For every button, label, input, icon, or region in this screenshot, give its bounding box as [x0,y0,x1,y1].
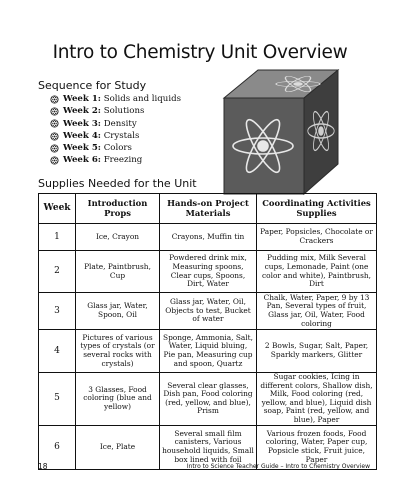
footer-text: Intro to Science Teacher Guide – Intro to Chemistry Overview [186,463,370,470]
table-row [39,373,377,426]
coordinating-cell: Pudding mix, Milk Several cups, Lemonade, Paint (one color and white), Paintbrush, Dirt [257,251,377,293]
atom-icon [50,95,59,104]
week-label: Week 4: [63,130,101,141]
week-topic: Solids and liquids [103,94,182,104]
column-header-hands-on: Hands-on Project Materials [160,194,257,224]
page-title: Intro to Chemistry Unit Overview [52,42,348,63]
intro-cell: 3 Glasses, Food coloring (blue and yellow) [76,373,160,426]
list-item [50,154,181,166]
coordinating-cell: Various frozen foods, Food coloring, Water, Paper cup, Popsicle stick, Fruit juice, Paper [257,425,377,469]
week-topic: Colors [103,143,132,154]
hands-on-cell: Several clear glasses, Dish pan, Food coloring (red, yellow, and blue), Prism [160,373,257,426]
list-item [50,93,181,105]
table-row [39,293,377,330]
list-item [50,118,181,130]
column-header-coordinating: Coordinating Activities Supplies [257,194,377,224]
week-cell: 1 [39,224,76,251]
coordinating-cell: Sugar cookies, Icing in different colors, Shallow dish, Milk, Food coloring (red, yellow, and blue), Liquid dish soap, Paint (red, yellow, and blue), Paper [257,373,377,426]
intro-cell: Pictures of various types of crystals (or several rocks with crystals) [76,330,160,373]
week-cell: 6 [39,425,76,469]
hands-on-cell: Glass jar, Water, Oil, Objects to test, Bucket of water [160,293,257,330]
week-list [50,93,181,167]
table-row [39,330,377,373]
sequence-heading: Sequence for Study [38,79,147,92]
atom-icon [50,107,59,116]
week-topic: Freezing [103,155,143,166]
supplies-table [38,193,377,470]
intro-cell: Ice, Crayon [76,224,160,251]
table-row [39,224,377,251]
intro-cell: Plate, Paintbrush, Cup [76,251,160,293]
coordinating-cell: 2 Bowls, Sugar, Salt, Paper, Sparkly markers, Glitter [257,330,377,373]
table-header-row [39,194,377,224]
hands-on-cell: Sponge, Ammonia, Salt, Water, Liquid bluing, Pie pan, Measuring cup and spoon, Quartz [160,330,257,373]
hands-on-cell: Crayons, Muffin tin [160,224,257,251]
week-label: Week 5: [63,143,101,154]
atom-icon [50,119,59,128]
table-row [39,251,377,293]
atom-cube-icon [218,68,384,196]
week-topic: Density [103,118,137,129]
week-cell: 2 [39,251,76,293]
list-item [50,105,181,117]
atom-icon [50,132,59,141]
intro-cell: Ice, Plate [76,425,160,469]
week-topic: Solutions [103,106,145,117]
intro-cell: Glass jar, Water, Spoon, Oil [76,293,160,330]
week-label: Week 6: [63,155,101,166]
column-header-week: Week [39,194,76,224]
list-item [50,142,181,154]
week-label: Week 3: [63,118,101,129]
week-cell: 4 [39,330,76,373]
hands-on-cell: Powdered drink mix, Measuring spoons, Clear cups, Spoons, Dirt, Water [160,251,257,293]
coordinating-cell: Paper, Popsicles, Chocolate or Crackers [257,224,377,251]
page-number: 18 [38,462,48,471]
atom-icon [50,156,59,165]
week-topic: Crystals [103,130,140,141]
list-item [50,130,181,142]
atom-icon [50,144,59,153]
coordinating-cell: Chalk, Water, Paper, 9 by 13 Pan, Several types of fruit, Glass jar, Oil, Water, Food coloring [257,293,377,330]
hands-on-cell: Several small film canisters, Various household liquids, Small box lined with foil [160,425,257,469]
column-header-intro: Introduction Props [76,194,160,224]
week-cell: 3 [39,293,76,330]
week-label: Week 1: [63,94,101,104]
week-cell: 5 [39,373,76,426]
week-label: Week 2: [63,106,101,117]
supplies-heading: Supplies Needed for the Unit [38,177,197,190]
